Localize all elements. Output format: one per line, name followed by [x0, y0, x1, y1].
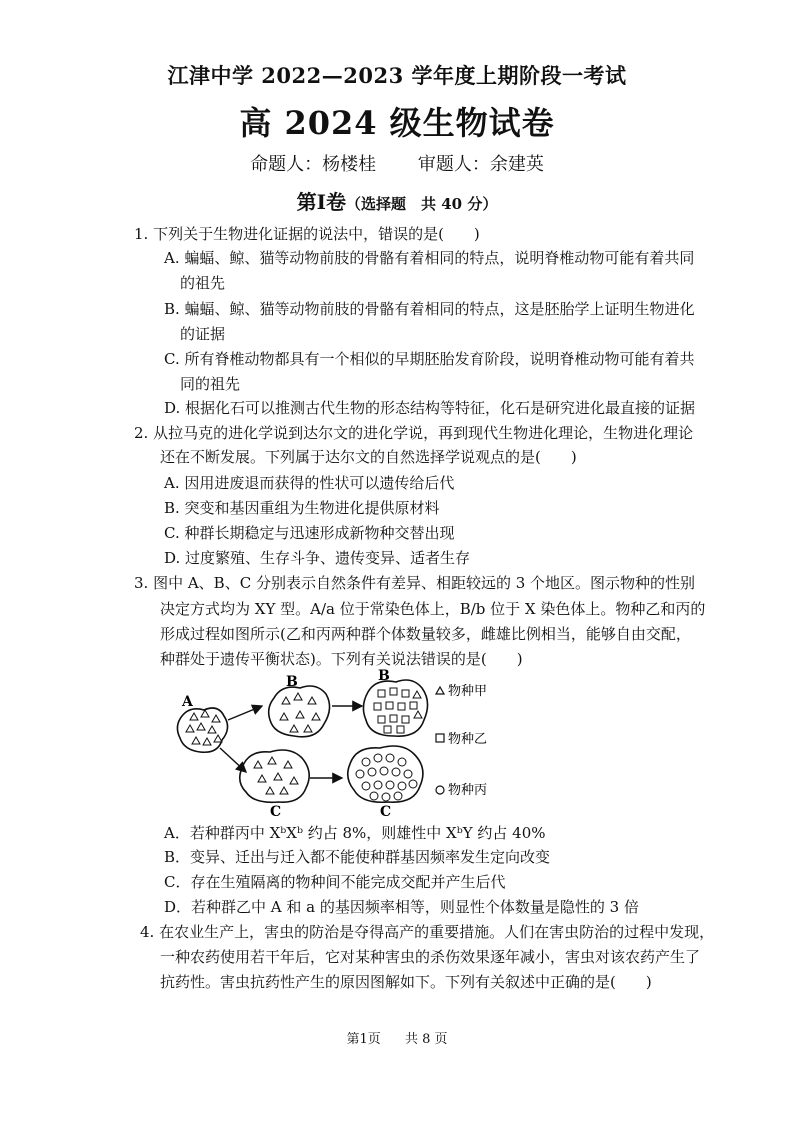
page-total: 共 8 页: [404, 1032, 448, 1047]
q4-stem-cont1: 一种农药使用若干年后，它对某种害虫的杀伤效果逐年减小，害虫对该农药产生了: [160, 948, 701, 966]
exam-title-line2: 高 2024 级生物试卷: [239, 104, 555, 142]
region-b-blob: [269, 686, 330, 737]
q3-stem: 3. 图中 A、B、C 分别表示自然条件有差异、相距较远的 3 个地区。图示物种的性别: [134, 574, 696, 592]
region-c2-circles: [356, 754, 417, 801]
page-footer: [0, 1028, 794, 1047]
q2-option-c: C. 种群长期稳定与迅速形成新物种交替出现: [164, 524, 455, 542]
q2-option-a: A. 因用进废退而获得的性状可以遗传给后代: [164, 474, 455, 492]
section-name: 第Ⅰ卷: [296, 190, 347, 214]
exam-title-line1: 江津中学 2022—2023 学年度上期阶段一考试: [167, 63, 627, 88]
legend-square-icon: [436, 734, 444, 742]
q3-stem-cont2: 形成过程如图所示(乙和丙两种群个体数量较多，雌雄比例相当，能够自由交配，: [160, 625, 691, 643]
q2-stem-cont: 还在不断发展。下列属于达尔文的自然选择学说观点的是( ): [160, 448, 577, 466]
q2-option-d: D. 过度繁殖、生存斗争、遗传变异、适者生存: [164, 549, 471, 567]
region-b-triangles: [280, 693, 320, 732]
q4-stem: 4. 在农业生产上，害虫的防治是夺得高产的重要措施。人们在害虫防治的过程中发现，: [140, 923, 715, 941]
q3-option-c: C．存在生殖隔离的物种间不能完成交配并产生后代: [164, 873, 506, 891]
authors-line: [0, 150, 794, 176]
section-title: [0, 186, 794, 215]
legend-bing: 物种丙: [448, 783, 488, 798]
q1-option-c-cont: 同的祖先: [180, 375, 241, 393]
q1-stem: 1. 下列关于生物进化证据的说法中，错误的是( ): [134, 225, 480, 243]
q1-option-b-cont: 的证据: [180, 325, 226, 343]
q1-option-a: A. 蝙蝠、鲸、猫等动物前肢的骨骼有着相同的特点，说明脊椎动物可能有着共同: [164, 249, 695, 267]
region-b-label-left: B: [286, 674, 298, 690]
q4-stem-cont2: 抗药性。害虫抗药性产生的原因图解如下。下列有关叙述中正确的是( ): [160, 973, 652, 991]
author-proposer: 命题人：杨楼桂: [250, 154, 377, 175]
q2-option-b: B. 突变和基因重组为生物进化提供原材料: [164, 499, 440, 517]
legend-jia: 物种甲: [448, 684, 488, 699]
region-a-label: A: [182, 694, 193, 710]
q3-option-d: D．若种群乙中 A 和 a 的基因频率相等，则显性个体数量是隐性的 3 倍: [164, 898, 639, 916]
region-b2-label: B: [378, 668, 390, 684]
region-b2-squares: [374, 688, 417, 733]
q3-option-b: B．变异、迁出与迁入都不能使种群基因频率发生定向改变: [164, 848, 551, 866]
arrow-a-to-b: [228, 706, 262, 720]
author-reviewer: 审题人：余建英: [417, 154, 544, 175]
region-c-label-left: C: [270, 804, 282, 818]
section-note: （选择题 共 40 分）: [346, 195, 498, 213]
q2-stem: 2. 从拉马克的进化学说到达尔文的进化学说，再到现代生物进化理论，生物进化理论: [134, 424, 694, 442]
page-number: 第1页: [346, 1032, 381, 1047]
speciation-diagram: [170, 668, 530, 818]
legend-circle-icon: [436, 786, 444, 794]
region-c2-label: C: [380, 804, 392, 818]
q3-stem-cont1: 决定方式均为 XY 型。A/a 位于常染色体上，B/b 位于 X 染色体上。物种乙和丙的: [160, 600, 706, 618]
region-c-triangles: [254, 757, 298, 794]
legend-yi: 物种乙: [448, 732, 488, 747]
legend-triangle-icon: [436, 687, 444, 694]
q1-option-d: D. 根据化石可以推测古代生物的形态结构等特征，化石是研究进化最直接的证据: [164, 399, 696, 417]
q3-stem-cont3: 种群处于遗传平衡状态)。下列有关说法错误的是( ): [160, 650, 523, 668]
q1-option-a-cont: 的祖先: [180, 274, 226, 292]
q1-option-b: B. 蝙蝠、鲸、猫等动物前肢的骨骼有着相同的特点，这是胚胎学上证明生物进化: [164, 300, 695, 318]
region-a-triangles: [186, 710, 222, 745]
q3-option-a: A．若种群丙中 XᵇXᵇ 约占 8%，则雄性中 XᵇY 约占 40%: [164, 824, 546, 842]
q1-option-c: C. 所有脊椎动物都具有一个相似的早期胚胎发育阶段，说明脊椎动物可能有着共: [164, 350, 695, 368]
